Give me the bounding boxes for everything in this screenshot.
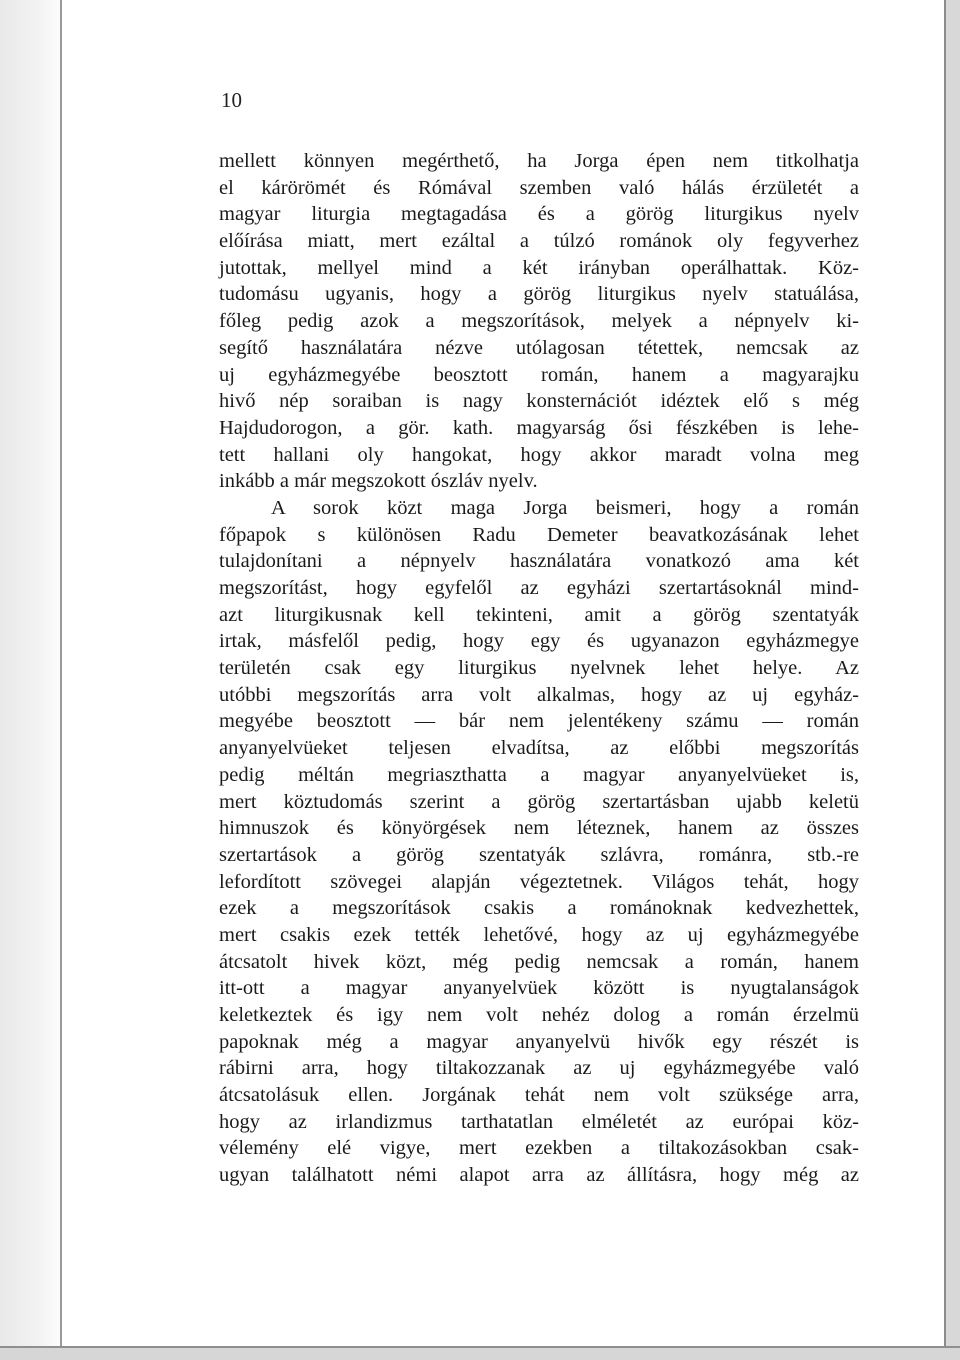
text-line: tulajdonítani a népnyelv használatára vonatkozó ama két	[219, 550, 859, 573]
paragraph	[219, 148, 859, 495]
text-line: pedig méltán megriaszthatta a magyar anyanyelvüeket is,	[219, 763, 859, 786]
text-line: főpapok s különösen Radu Demeter beavatkozásának lehet	[219, 523, 859, 546]
text-line: inkább a már megszokott ószláv nyelv.	[219, 470, 538, 493]
text-line: tett hallani oly hangokat, hogy akkor maradt volna meg	[219, 443, 859, 466]
text-line: segítő használatára nézve utólagosan tétettek, nemcsak az	[219, 336, 859, 359]
text-line: hivő nép soraiban is nagy konsternációt idéztek elő s még	[219, 390, 859, 413]
text-line: átcsatolásuk ellen. Jorgának tehát nem volt szüksége arra,	[219, 1084, 859, 1107]
text-line: himnuszok és könyörgések nem léteznek, hanem az összes	[219, 817, 859, 840]
page-bottom-margin-border	[0, 1348, 960, 1360]
text-line: magyar liturgia megtagadása és a görög liturgikus nyelv	[219, 203, 859, 226]
text-line: el kárörömét és Rómával szemben való hálás érzületét a	[219, 176, 859, 199]
text-line: lefordított szövegei alapján végeztetnek. Világos tehát, hogy	[219, 870, 859, 893]
text-line: keletkeztek és igy nem volt nehéz dolog a román érzelmü	[219, 1004, 859, 1026]
text-line: megszorítást, hogy egyfelől az egyházi szertartásoknál mind-	[219, 577, 859, 599]
text-line: mert csakis ezek tették lehetővé, hogy az uj egyházmegyébe	[219, 923, 859, 946]
text-line: uj egyházmegyébe beosztott román, hanem a magyarajku	[219, 363, 859, 386]
page-number: 10	[221, 88, 242, 112]
page-right-edge-line	[944, 0, 946, 1360]
body-text	[219, 148, 859, 1189]
text-line: szertartások a görög szentatyák szlávra, románra, stb.-re	[219, 843, 859, 866]
text-line: ezek a megszorítások csakis a románoknak kedvezhettek,	[219, 897, 859, 920]
text-line: anyanyelvüeket teljesen elvadítsa, az előbbi megszorítás	[219, 737, 859, 760]
paragraph	[219, 495, 859, 1189]
text-line: Hajdudorogon, a gör. kath. magyarság ősi fészkében is lehe-	[219, 416, 859, 439]
text-line: mert köztudomás szerint a görög szertartásban ujabb keletü	[219, 790, 859, 813]
text-line: megyébe beosztott — bár nem jelentékeny számu — román	[219, 710, 859, 733]
text-line: vélemény elé vigye, mert ezekben a tiltakozásokban csak-	[219, 1137, 859, 1160]
text-line: utóbbi megszorítás arra volt alkalmas, hogy az uj egyház-	[219, 683, 859, 706]
text-line: jutottak, mellyel mind a két irányban operálhattak. Köz-	[219, 256, 859, 279]
text-line: főleg pedig azok a megszorítások, melyek a népnyelv ki-	[219, 310, 859, 333]
page-spine-edge	[60, 0, 62, 1360]
page-left-shadow	[0, 0, 64, 1360]
text-line: előírása miatt, mert ezáltal a túlzó románok oly fegyverhez	[219, 230, 859, 253]
text-line: tudomásu ugyanis, hogy a görög liturgikus nyelv statuálása,	[219, 283, 859, 306]
text-line: azt liturgikusnak kell tekinteni, amit a görög szentatyák	[219, 603, 859, 626]
text-line: itt-ott a magyar anyanyelvüek között is nyugtalanságok	[219, 977, 859, 1000]
text-line: rábirni arra, hogy tiltakozzanak az uj egyházmegyébe való	[219, 1057, 859, 1080]
text-line: ugyan találhatott némi alapot arra az állításra, hogy még az	[219, 1164, 859, 1187]
text-line: mellett könnyen megérthető, ha Jorga épen nem titkolhatja	[219, 150, 859, 172]
text-line: átcsatolt hivek közt, még pedig nemcsak a román, hanem	[219, 950, 859, 973]
text-line: A sorok közt maga Jorga beismeri, hogy a román	[271, 496, 859, 519]
text-line: papoknak még a magyar anyanyelvü hivők egy részét is	[219, 1030, 859, 1053]
page-right-margin-border	[946, 0, 960, 1360]
text-line: irtak, másfelől pedig, hogy egy és ugyanazon egyházmegye	[219, 630, 859, 653]
text-line: hogy az irlandizmus tarthatatlan elméletét az európai köz-	[219, 1110, 859, 1133]
text-line: területén csak egy liturgikus nyelvnek lehet helye. Az	[219, 657, 859, 680]
